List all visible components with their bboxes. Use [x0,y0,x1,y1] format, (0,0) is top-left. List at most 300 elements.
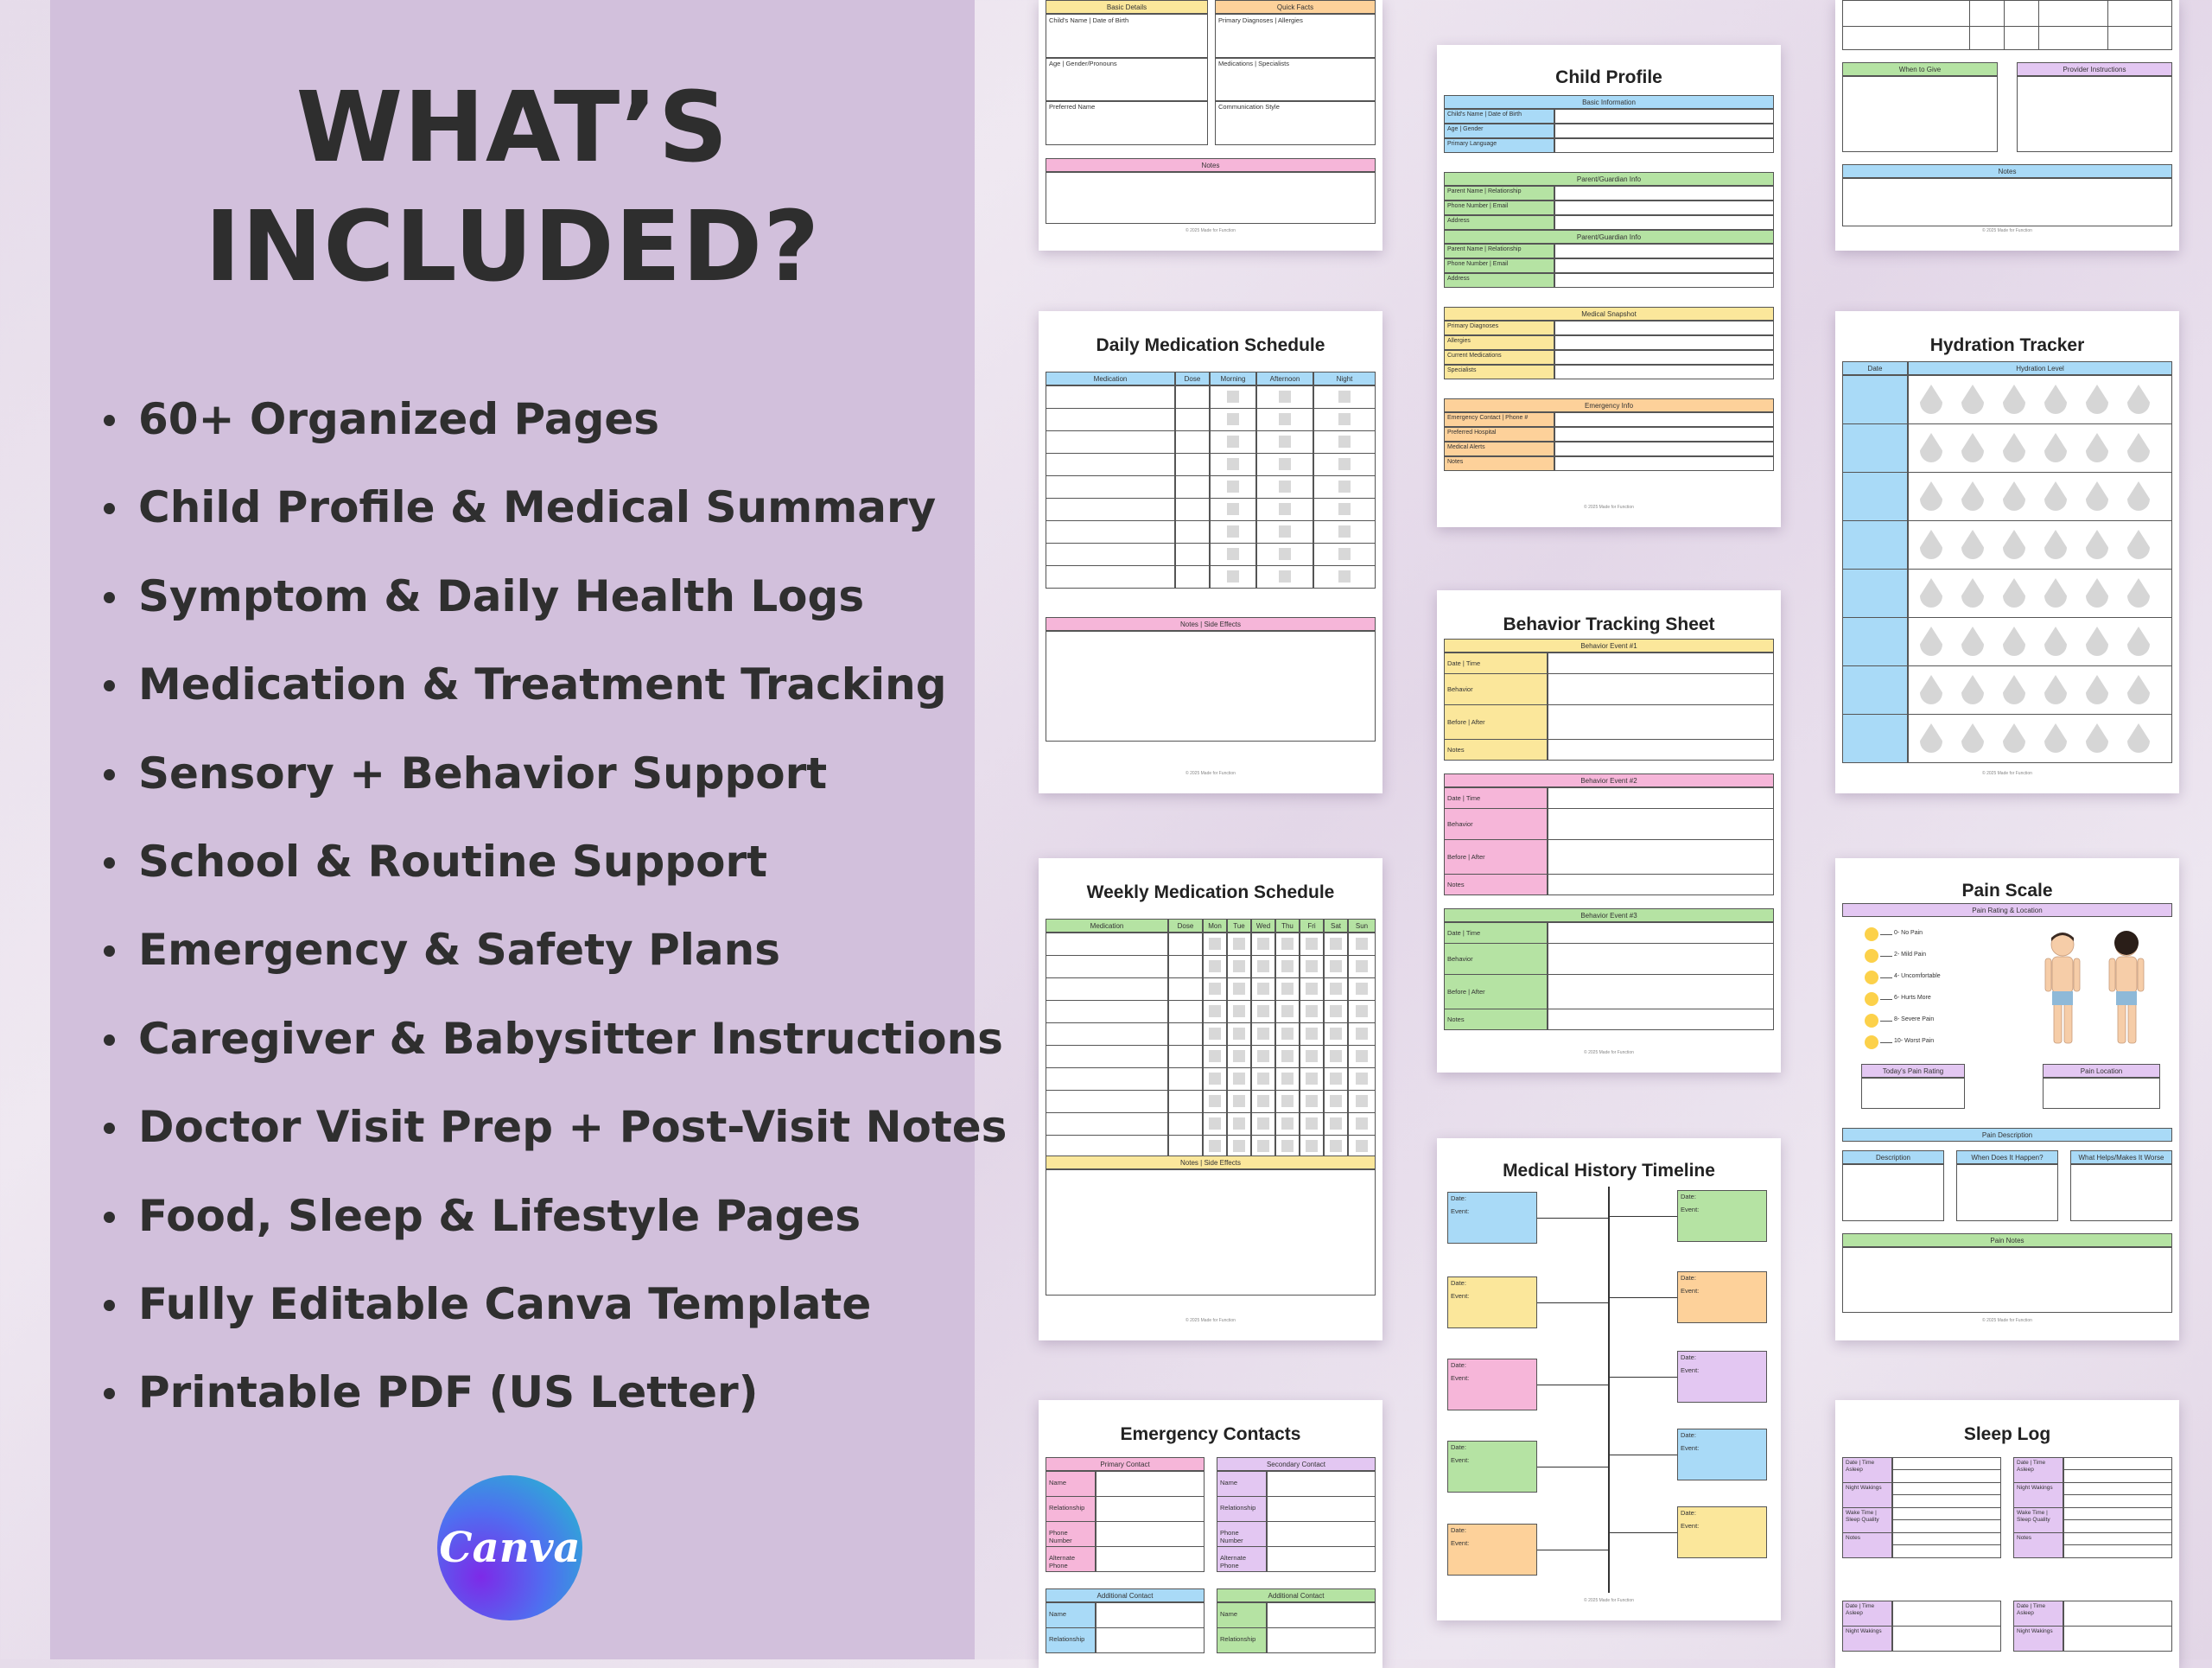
section-bar: Basic Information [1444,95,1774,109]
field-label: Address [1444,273,1554,288]
field-label: Name [1217,1602,1267,1628]
field-label: Preferred Hospital [1444,427,1554,442]
date-cell [1842,472,1908,521]
scale-label: 10- Worst Pain [1894,1038,1935,1044]
field-label: Behavior [1444,673,1548,705]
contact-bar: Secondary Contact [1217,1457,1376,1471]
table-cell [1168,1090,1203,1113]
event-bar: Behavior Event #1 [1444,639,1774,653]
field-value [1548,673,1774,705]
checkbox [1281,1028,1294,1040]
checkbox [1279,570,1291,583]
table-cell [1168,1067,1203,1091]
field-label: Parent Name | Relationship [1444,186,1554,201]
field: Medications | Specialists [1215,57,1376,102]
checkbox [1257,960,1269,972]
emoji-face-icon [1865,992,1878,1006]
bar-pain-description: Pain Description [1842,1128,2172,1142]
table-cell [1168,1022,1203,1046]
bar-notes: Notes [1842,164,2172,178]
checkbox [1281,1005,1294,1017]
date-label: Date: [1451,1279,1466,1287]
field-value [1554,427,1774,442]
bar-pain-location: Pain Location [2043,1064,2160,1078]
checkbox [1281,1140,1294,1152]
date-label: Date: [1681,1193,1696,1200]
desc-box [2070,1164,2172,1221]
page-behavior-tracking [1437,590,1781,1073]
table-cell [1175,408,1210,431]
desc-box [1842,1164,1944,1221]
field-value [1548,808,1774,840]
field-label: Before | After [1444,704,1548,740]
table-cell [1046,430,1175,454]
checkbox [1279,391,1291,403]
feature-item: Food, Sleep & Lifestyle Pages [102,1181,966,1270]
field-value [1554,124,1774,138]
col-header: Afternoon [1256,372,1313,385]
event-box [1447,1359,1537,1410]
field-label: Address [1444,215,1554,230]
page-title: Daily Medication Schedule [1096,335,1325,355]
bar-pain-rating: Pain Rating & Location [1842,903,2172,917]
col-header: Thu [1275,919,1300,933]
connector [1580,1218,1608,1219]
scale-label: 0- No Pain [1894,930,1923,936]
section-bar: Parent/Guardian Info [1444,172,1774,186]
page-title: Medical History Timeline [1503,1161,1715,1181]
checkbox [1233,1117,1245,1130]
field-value [2063,1532,2172,1545]
emoji-face-icon [1865,971,1878,984]
field-label: Relationship [1217,1627,1267,1653]
checkbox [1306,1028,1318,1040]
checkbox [1227,570,1239,583]
date-cell [1842,375,1908,424]
field: Preferred Name [1046,100,1208,145]
field-value [1548,704,1774,740]
checkbox [1227,481,1239,493]
scale-label: 4- Uncomfortable [1894,973,1941,979]
field-value [1892,1544,2001,1558]
table-cell [1046,933,1168,956]
field-label: Age | Gender [1444,124,1554,138]
table-cell [1046,1112,1168,1136]
field-label: Primary Language [1444,138,1554,153]
page-footer: © 2025 Made for Function [1185,228,1236,233]
page-provider-instructions [1835,0,2179,251]
bar-today-pain: Today's Pain Rating [1861,1064,1965,1078]
field-label: Before | After [1444,839,1548,875]
checkbox [1227,391,1239,403]
field-value [1554,109,1774,124]
page-weekly-medication [1039,858,1382,1340]
field-value [1554,412,1774,427]
table-cell [1175,565,1210,589]
field-value [1554,273,1774,288]
checkbox [1356,1028,1368,1040]
field-label: Phone Number | Email [1444,258,1554,273]
checkbox [1281,1095,1294,1107]
checkbox [1281,1073,1294,1085]
heading-line-2: INCLUDED? [204,191,821,303]
table-cell [1046,565,1175,589]
checkbox [1227,413,1239,425]
field-label: Name [1046,1602,1096,1628]
scale-line [1880,934,1892,935]
col-level: Hydration Level [1908,361,2172,375]
event-label: Event: [1451,1292,1470,1300]
field-value [2063,1507,2172,1520]
page-title: Emergency Contacts [1120,1424,1301,1444]
field-label: Wake Time | Sleep Quality [1842,1507,1892,1533]
event-box [1677,1351,1767,1403]
field-label: Notes [1444,456,1554,471]
field-label: Behavior [1444,943,1548,975]
table-cell [1168,1112,1203,1136]
table-cell [1175,520,1210,544]
field-label: Date | Time Asleep [2013,1457,2063,1483]
checkbox [1279,481,1291,493]
field-value [1892,1507,2001,1520]
table-cell [1175,385,1210,409]
field-label: Night Wakings [2013,1626,2063,1652]
field-label: Date | Time Asleep [1842,1601,1892,1627]
checkbox [1233,983,1245,995]
bar-when-to-give: When to Give [1842,62,1998,76]
field-label: Phone Number [1217,1521,1267,1547]
checkbox [1306,1073,1318,1085]
checkbox [1209,1095,1221,1107]
field-label: Phone Number [1046,1521,1096,1547]
table-cell [1168,933,1203,956]
emoji-face-icon [1865,949,1878,963]
checkbox [1227,525,1239,538]
connector [1610,1297,1677,1298]
event-label: Event: [1681,1366,1700,1374]
connector [1537,1218,1580,1219]
connector [1610,1216,1677,1217]
provider-box [2017,76,2172,152]
page-footer: © 2025 Made for Function [1584,1598,1634,1603]
checkbox [1356,938,1368,950]
page-footer: © 2025 Made for Function [1584,505,1634,510]
checkbox [1257,1117,1269,1130]
page-footer: © 2025 Made for Function [1185,1318,1236,1323]
checkbox [1338,391,1351,403]
field-value [2063,1626,2172,1652]
checkbox [1257,1050,1269,1062]
checkbox [1209,1140,1221,1152]
checkbox [1257,1005,1269,1017]
col-header: Night [1313,372,1376,385]
location-box [2043,1078,2160,1109]
checkbox [1338,413,1351,425]
page-footer: © 2025 Made for Function [1982,1318,2032,1323]
desc-col: When Does It Happen? [1956,1150,2058,1164]
checkbox [1338,458,1351,470]
checkbox [1233,1140,1245,1152]
checkbox [1281,1050,1294,1062]
field-label: Date | Time [1444,787,1548,809]
col-header: Dose [1175,372,1210,385]
field-value [1267,1602,1376,1628]
date-label: Date: [1451,1194,1466,1202]
feature-item: Emergency & Safety Plans [102,915,966,1003]
grid-box [1842,0,2172,50]
field-label: Primary Diagnoses [1444,321,1554,335]
checkbox [1257,1095,1269,1107]
checkbox [1356,1050,1368,1062]
field-value [1892,1601,2001,1627]
checkbox [1330,1073,1342,1085]
scale-line [1880,1021,1892,1022]
field-value [1554,215,1774,230]
checkbox [1227,503,1239,515]
field-label: Relationship [1046,1496,1096,1522]
checkbox [1306,1140,1318,1152]
date-cell [1842,569,1908,618]
checkbox [1257,983,1269,995]
feature-item: Caregiver & Babysitter Instructions [102,1004,966,1092]
notes-box [1046,1169,1376,1296]
section-bar: Emergency Info [1444,398,1774,412]
bar-notes: Notes | Side Effects [1046,1156,1376,1169]
checkbox [1306,1117,1318,1130]
desc-col: What Helps/Makes It Worse [2070,1150,2172,1164]
checkbox [1257,1028,1269,1040]
field-label: Current Medications [1444,350,1554,365]
field-value [1267,1521,1376,1547]
when-box [1842,76,1998,152]
date-cell [1842,665,1908,715]
checkbox [1257,1140,1269,1152]
page-child-profile [1437,45,1781,527]
checkbox [1279,413,1291,425]
checkbox [1356,1117,1368,1130]
date-label: Date: [1451,1443,1466,1451]
feature-item: 60+ Organized Pages [102,385,966,473]
today-box [1861,1078,1965,1109]
field: Primary Diagnoses | Allergies [1215,14,1376,59]
checkbox [1306,1050,1318,1062]
checkbox [1233,1005,1245,1017]
col-date: Date [1842,361,1908,375]
feature-item: School & Routine Support [102,827,966,915]
field-label: Name [1217,1471,1267,1497]
page-footer: © 2025 Made for Function [1185,771,1236,776]
checkbox [1306,960,1318,972]
event-box [1677,1429,1767,1480]
checkbox [1227,548,1239,560]
checkbox [1330,1117,1342,1130]
page-title: Sleep Log [1963,1424,2051,1444]
connector [1537,1302,1580,1303]
checkbox [1306,983,1318,995]
checkbox [1281,983,1294,995]
checkbox [1233,1050,1245,1062]
date-cell [1842,520,1908,570]
table-cell [1046,498,1175,521]
checkbox [1233,1095,1245,1107]
checkbox [1356,1073,1368,1085]
field-value [1548,974,1774,1009]
heading-line-1: WHAT’S [296,72,729,184]
feature-item: Symptom & Daily Health Logs [102,562,966,650]
table-cell [1046,385,1175,409]
scale-line [1880,956,1892,957]
field-value [1892,1532,2001,1545]
checkbox [1356,1140,1368,1152]
page-medical-timeline [1437,1138,1781,1620]
checkbox [1330,960,1342,972]
field-value [1554,350,1774,365]
field-label: Name [1046,1471,1096,1497]
checkbox [1330,1140,1342,1152]
event-box [1677,1506,1767,1558]
table-cell [1046,408,1175,431]
page-title: Behavior Tracking Sheet [1503,614,1715,634]
table-cell [1046,520,1175,544]
event-box [1677,1190,1767,1242]
checkbox [1356,960,1368,972]
field-label: Child's Name | Date of Birth [1444,109,1554,124]
field-value [1554,456,1774,471]
field-value [1096,1602,1205,1628]
feature-item: Doctor Visit Prep + Post-Visit Notes [102,1092,966,1181]
field-value [1548,739,1774,761]
date-label: Date: [1681,1431,1696,1439]
section-bar: Parent/Guardian Info [1444,230,1774,244]
checkbox [1306,1005,1318,1017]
col-header: Sat [1324,919,1348,933]
field-value [1892,1469,2001,1483]
checkbox [1209,1117,1221,1130]
event-box [1447,1276,1537,1328]
field-value [1554,186,1774,201]
table-cell [1175,543,1210,566]
field-label: Night Wakings [2013,1482,2063,1508]
feature-item: Printable PDF (US Letter) [102,1358,966,1446]
checkbox [1209,938,1221,950]
checkbox [1338,503,1351,515]
field-value [1554,365,1774,379]
table-cell [1046,1135,1168,1158]
page-emergency-contacts [1039,1400,1382,1668]
date-label: Date: [1681,1274,1696,1282]
field-value [2063,1544,2172,1558]
checkbox [1279,458,1291,470]
field-value [1548,1009,1774,1030]
bar-quick-facts: Quick Facts [1215,0,1376,14]
table-cell [1175,498,1210,521]
field-value [2063,1494,2172,1508]
date-cell [1842,423,1908,473]
date-cell [1842,617,1908,666]
field-value [1554,201,1774,215]
scale-line [1880,977,1892,978]
event-label: Event: [1681,1287,1700,1295]
feature-item: Sensory + Behavior Support [102,739,966,827]
table-cell [1046,453,1175,476]
checkbox [1209,1028,1221,1040]
page-hydration-tracker [1835,311,2179,793]
page-pain-scale [1835,858,2179,1340]
col-header: Medication [1046,919,1168,933]
event-box [1447,1524,1537,1576]
scale-label: 6- Hurts More [1894,995,1931,1001]
field-label: Notes [1444,1009,1548,1030]
scale-label: 2- Mild Pain [1894,952,1926,958]
col-header: Sun [1348,919,1376,933]
field-value [1554,244,1774,258]
field-label: Phone Number | Email [1444,201,1554,215]
field-label: Date | Time [1444,653,1548,674]
event-label: Event: [1681,1522,1700,1530]
field-value [1892,1457,2001,1470]
field-value [1892,1494,2001,1508]
table-cell [1046,955,1168,978]
event-bar: Behavior Event #3 [1444,908,1774,922]
field-value [1548,874,1774,895]
desc-col: Description [1842,1150,1944,1164]
table-cell [1168,1135,1203,1158]
date-label: Date: [1451,1526,1466,1534]
field-value [1267,1471,1376,1497]
checkbox [1330,938,1342,950]
date-cell [1842,714,1908,763]
field-value [2063,1601,2172,1627]
checkbox [1257,938,1269,950]
checkbox [1279,503,1291,515]
pain-notes-box [1842,1247,2172,1313]
field-label: Notes [2013,1532,2063,1558]
field-label: Specialists [1444,365,1554,379]
section-bar: Medical Snapshot [1444,307,1774,321]
table-cell [1175,475,1210,499]
checkbox [1356,983,1368,995]
page-footer: © 2025 Made for Function [1982,771,2032,776]
emoji-face-icon [1865,1014,1878,1028]
checkbox [1338,525,1351,538]
checkbox [1338,570,1351,583]
field: Child's Name | Date of Birth [1046,14,1208,59]
field-value [1892,1482,2001,1495]
scale-line [1880,999,1892,1000]
checkbox [1233,1028,1245,1040]
checkbox [1338,481,1351,493]
checkbox [1209,1050,1221,1062]
field-value [1096,1546,1205,1572]
field-value [2063,1519,2172,1533]
table-cell [1046,1022,1168,1046]
field: Communication Style [1215,100,1376,145]
field: Age | Gender/Pronouns [1046,57,1208,102]
scale-label: 8- Severe Pain [1894,1016,1935,1022]
date-label: Date: [1681,1509,1696,1517]
table-cell [1046,475,1175,499]
checkbox [1233,938,1245,950]
event-box [1677,1271,1767,1323]
connector [1610,1377,1677,1378]
date-label: Date: [1451,1361,1466,1369]
checkbox [1279,548,1291,560]
table-cell [1046,1090,1168,1113]
table-cell [1046,1045,1168,1068]
checkbox [1330,1095,1342,1107]
table-cell [1046,1067,1168,1091]
field-value [1548,787,1774,809]
